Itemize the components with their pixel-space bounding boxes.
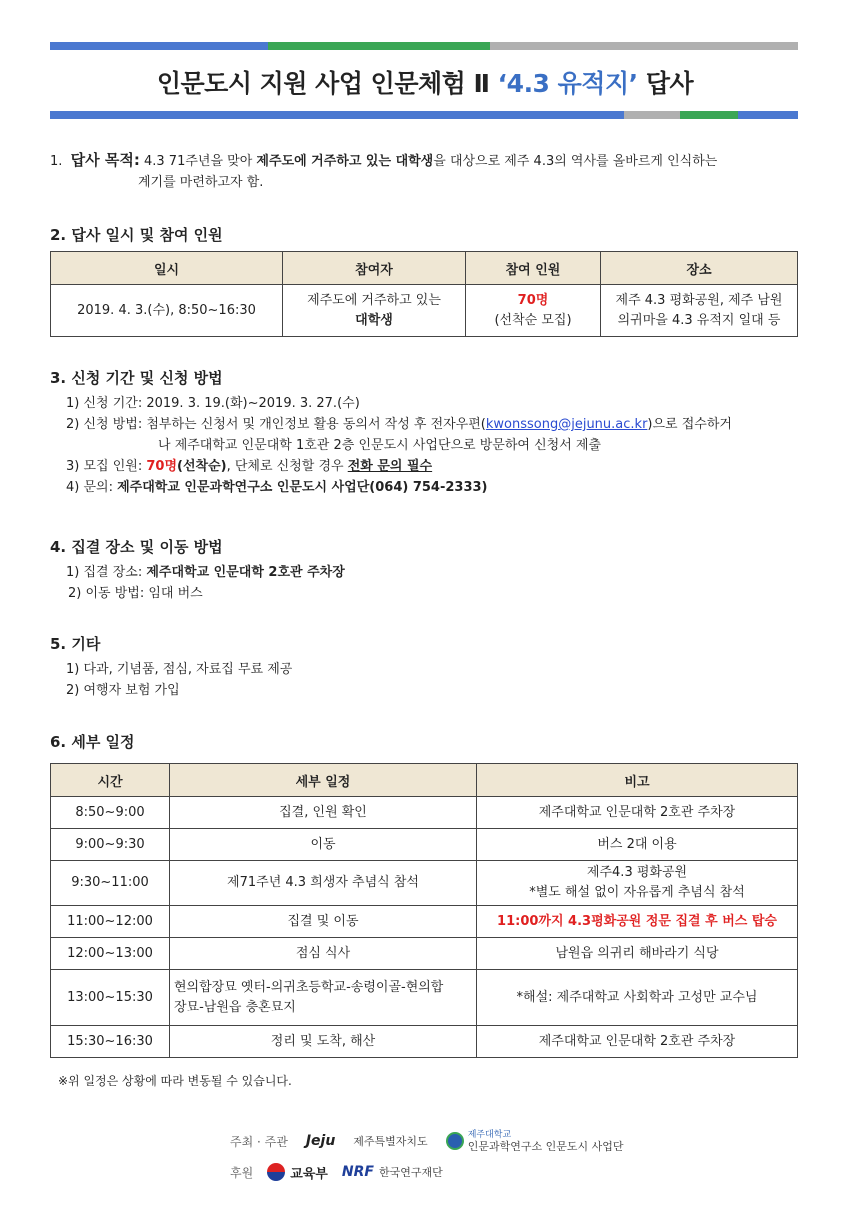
place-cell: 제주 4.3 평화공원, 제주 남원 의귀마을 4.3 유적지 일대 등 <box>601 285 798 337</box>
section-purpose: 1. 답사 목적: 4.3 71주년을 맞아 제주도에 거주하고 있는 대학생을 대상으로 제주 4.3의 역사를 올바르게 인식하는 계기를 마련하고자 함. <box>50 151 718 190</box>
jeju-logo: Jeju <box>305 1133 336 1149</box>
footer: 주최 · 주관 Jeju 제주특별자치도 제주대학교 인문과학연구소 인문도시 사업단 후원 교육부 NRF 한국연구재단 <box>230 1130 624 1182</box>
email-link[interactable]: kwonssong@jejunu.ac.kr <box>485 417 648 432</box>
date-table: 일시 참여자 참여 인원 장소 2019. 4. 3.(수), 8:50~16:30 제주도에 거주하고 있는 대학생 70명 (선착순 모집) 제주 4.3 평화공원, 제주 남원 의귀마을 4.3 유적지 일대 등 <box>50 251 798 337</box>
sponsor-label: 후원 <box>230 1165 254 1180</box>
schedule-note: ※위 일정은 상황에 따라 변동될 수 있습니다. <box>58 1074 292 1088</box>
section-date-heading: 2. 답사 일시 및 참여 인원 <box>50 226 223 244</box>
page-title: 인문도시 지원 사업 인문체험 Ⅱ ‘4.3 유적지’ 답사 <box>156 69 694 98</box>
host-label: 주최 · 주관 <box>230 1134 288 1149</box>
bottom-color-bar <box>50 111 798 119</box>
table-row: 8:50~9:00 집결, 인원 확인 제주대학교 인문대학 2호관 주차장 <box>51 797 798 829</box>
table-row: 11:00~12:00 집결 및 이동 11:00까지 4.3평화공원 정문 집결 후 버스 탑승 <box>51 906 798 938</box>
section-apply: 3. 신청 기간 및 신청 방법 1) 신청 기간: 2019. 3. 19.(화)~2019. 3. 27.(수) 2) 신청 방법: 첨부하는 신청서 및 개인정보 활용 동의서 작성 후 전자우편(kwonssong@jejunu.ac.kr)으로 접수하거 나 제주대학교 인문대학 1호관 2층 인문도시 사업단으로 방문하여 신청서 제출 3) 모집 인원: 70명(선착순), 단체로 신청할 경우 전화 문의 필수 4) 문의: 제주대학교 인문과학연구소 인문도시 사업단(064) 754-2333) <box>50 369 732 495</box>
table-row: 13:00~15:30 현의합장묘 옛터-의귀초등학교-송령이골-현의합 장묘-남원읍 충혼묘지 *해설: 제주대학교 사회학과 고성만 교수님 <box>51 970 798 1026</box>
moe-logo: 교육부 <box>267 1163 328 1182</box>
univ-logo: 제주대학교 인문과학연구소 인문도시 사업단 <box>446 1130 624 1152</box>
participants-cell: 제주도에 거주하고 있는 대학생 <box>283 285 466 337</box>
table-row: 12:00~13:00 점심 식사 남원읍 의귀리 해바라기 식당 <box>51 938 798 970</box>
section-schedule-heading: 6. 세부 일정 <box>50 733 135 751</box>
table-row: 15:30~16:30 정리 및 도착, 해산 제주대학교 인문대학 2호관 주차장 <box>51 1026 798 1058</box>
section-gather: 4. 집결 장소 및 이동 방법 1) 집결 장소: 제주대학교 인문대학 2호관 주차장 2) 이동 방법: 임대 버스 <box>50 538 345 601</box>
top-color-bar <box>50 42 798 50</box>
date-cell: 2019. 4. 3.(수), 8:50~16:30 <box>51 285 283 337</box>
section-etc: 5. 기타 1) 다과, 기념품, 점심, 자료집 무료 제공 2) 여행자 보험 가입 <box>50 635 293 698</box>
nrf-logo: NRF 한국연구재단 <box>341 1164 443 1180</box>
schedule-table: 시간 세부 일정 비고 8:50~9:00 집결, 인원 확인 제주대학교 인문대학 2호관 주차장 9:00~9:30 이동 버스 2대 이용 9:30~11:00 제71주년 4.3 희생자 추념식 참석 제주4.3 평화공원 *별도 해설 없이 자유롭게 추념식 참석 11:00~12:00 집결 및 이동 11:00까지 4.3평화공원 정문 집결 후 버스 탑승 12:00~13:00 점심 식사 남원읍 의귀리 해바라기 식당 13:00~15:30 현의합장묘 옛터-의귀초등학교-송령이골-현의합 장묘-남원읍 충혼묘지 *해설: 제주대학교 사회학과 고성만 교수님 15:30~16:30 정리 및 도착, 해산 제주대학교 인문대학 2호관 주차장 <box>50 763 798 1058</box>
table-row: 9:00~9:30 이동 버스 2대 이용 <box>51 829 798 861</box>
count-cell: 70명 (선착순 모집) <box>466 285 601 337</box>
table-row: 9:30~11:00 제71주년 4.3 희생자 추념식 참석 제주4.3 평화공원 *별도 해설 없이 자유롭게 추념식 참석 <box>51 861 798 906</box>
